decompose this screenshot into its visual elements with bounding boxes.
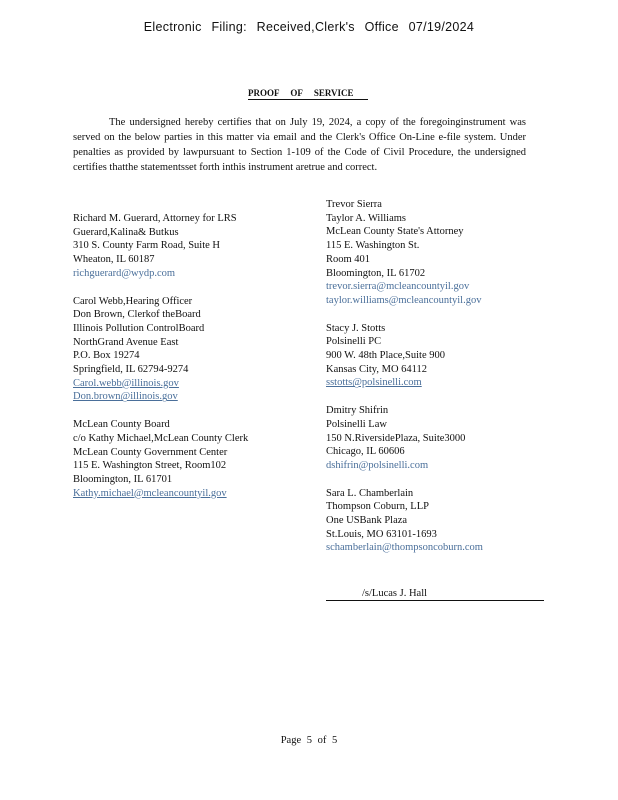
party-line: Stacy J. Stotts bbox=[326, 322, 386, 334]
party-line: Springfield, IL 62794-9274 bbox=[73, 364, 189, 376]
email-link[interactable]: schamberlain@thompsoncoburn.com bbox=[326, 542, 483, 554]
party-line: Guerard,Kalina& Butkus bbox=[73, 226, 179, 238]
party-line: Polsinelli Law bbox=[326, 418, 387, 430]
party-block-county-board bbox=[73, 418, 303, 500]
party-block-states-attorney bbox=[326, 198, 556, 308]
party-line: Bloomington, IL 61701 bbox=[73, 473, 173, 485]
party-line: c/o Kathy Michael,McLean County Clerk bbox=[73, 432, 249, 444]
email-link[interactable]: sstotts@polsinelli.com bbox=[326, 377, 422, 389]
party-line: Wheaton, IL 60187 bbox=[73, 254, 155, 266]
party-line: One USBank Plaza bbox=[326, 515, 408, 527]
party-line: 310 S. County Farm Road, Suite H bbox=[73, 240, 221, 252]
signature-line: /s/Lucas J. Hall bbox=[326, 588, 544, 601]
party-line: Kansas City, MO 64112 bbox=[326, 363, 428, 375]
party-block-stotts bbox=[326, 322, 556, 391]
email-link[interactable]: dshifrin@polsinelli.com bbox=[326, 459, 429, 471]
party-line: 115 E. Washington Street, Room102 bbox=[73, 460, 227, 472]
party-line: 150 N.RiversidePlaza, Suite3000 bbox=[326, 432, 466, 444]
party-line: 900 W. 48th Place,Suite 900 bbox=[326, 350, 445, 362]
party-line: Thompson Coburn, LLP bbox=[326, 501, 429, 513]
party-line: Carol Webb,Hearing Officer bbox=[73, 295, 193, 307]
service-list-left bbox=[73, 212, 303, 514]
email-link[interactable]: Don.brown@illinois.gov bbox=[73, 391, 178, 403]
certification-paragraph: The undersigned hereby certifies that on July 19, 2024, a copy of the foregoinginstrument was served on the below parties in this matter via email and the Clerk's Office On-Line e-file system. Under penalties as provided by lawpursuant to Section 1-109 of the Code of Civil Procedure, the undersigned certifies thatthe statementsset forth inthis instrument aretrue and correct. bbox=[73, 117, 526, 173]
document-title: PROOF OF SERVICE bbox=[248, 88, 368, 100]
party-block-pollution-board bbox=[73, 295, 303, 405]
party-line: Sara L. Chamberlain bbox=[326, 487, 414, 499]
party-line: Chicago, IL 60606 bbox=[326, 446, 405, 458]
party-block-guerard bbox=[73, 212, 303, 281]
party-line: 115 E. Washington St. bbox=[326, 240, 420, 252]
email-link[interactable]: trevor.sierra@mcleancountyil.gov bbox=[326, 281, 470, 293]
party-line: Polsinelli PC bbox=[326, 336, 382, 348]
party-line: Dmitry Shifrin bbox=[326, 405, 389, 417]
party-line: P.O. Box 19274 bbox=[73, 350, 140, 362]
party-line: Illinois Pollution ControlBoard bbox=[73, 322, 205, 334]
party-line: Taylor A. Williams bbox=[326, 212, 407, 224]
email-link[interactable]: Carol.webb@illinois.gov bbox=[73, 377, 179, 389]
party-line: Bloomington, IL 61702 bbox=[326, 267, 426, 279]
filing-header: Electronic Filing: Received,Clerk's Office 07/19/2024 bbox=[143, 20, 475, 34]
party-line: St.Louis, MO 63101-1693 bbox=[326, 528, 437, 540]
page-number: Page 5 of 5 bbox=[280, 735, 338, 746]
email-link[interactable]: richguerard@wydp.com bbox=[73, 267, 176, 279]
party-block-shifrin bbox=[326, 404, 556, 473]
party-line: Richard M. Guerard, Attorney for LRS bbox=[73, 213, 237, 224]
party-line: Trevor Sierra bbox=[326, 199, 382, 210]
party-line: Don Brown, Clerkof theBoard bbox=[73, 309, 201, 321]
party-line: NorthGrand Avenue East bbox=[73, 336, 179, 348]
party-line: McLean County Board bbox=[73, 419, 170, 431]
party-line: McLean County Government Center bbox=[73, 446, 228, 458]
party-line: McLean County State's Attorney bbox=[326, 226, 464, 238]
party-line: Room 401 bbox=[326, 253, 371, 265]
email-link[interactable]: Kathy.michael@mcleancountyil.gov bbox=[73, 487, 227, 499]
email-link[interactable]: taylor.williams@mcleancountyil.gov bbox=[326, 294, 482, 306]
service-list-right bbox=[326, 198, 556, 569]
party-block-chamberlain bbox=[326, 487, 556, 556]
